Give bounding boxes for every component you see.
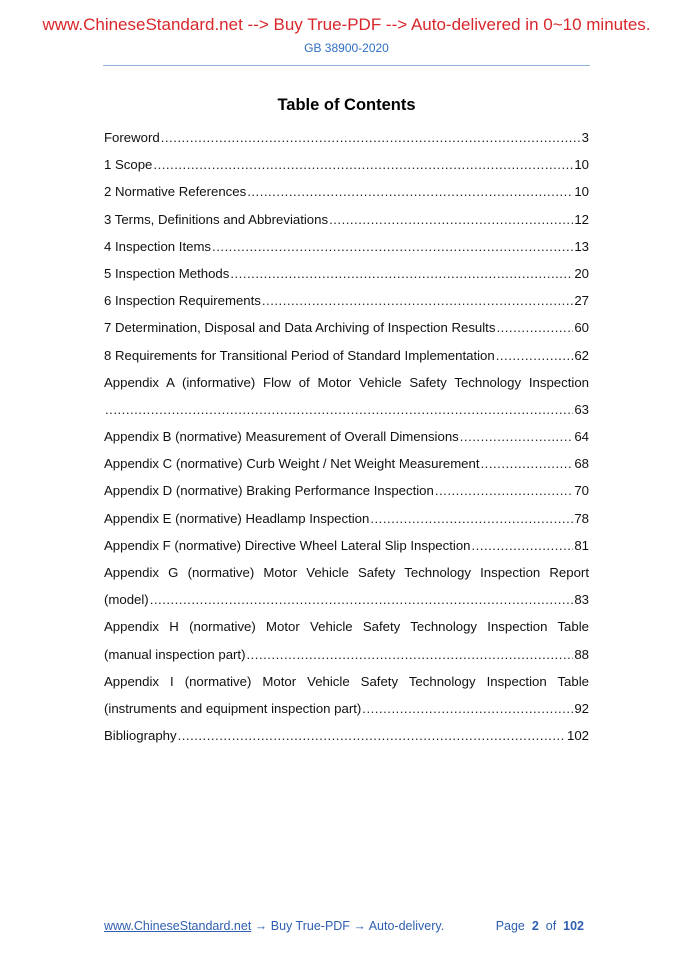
- toc-entry-page: 78: [574, 510, 589, 526]
- toc-entry[interactable]: [104, 345, 589, 372]
- toc-entry[interactable]: [104, 535, 589, 562]
- toc-entry-label: Foreword: [104, 130, 160, 145]
- toc-entry-label: Appendix G (normative) Motor Vehicle Safety Technology Inspection Report: [104, 565, 589, 580]
- toc-entry[interactable]: [104, 209, 589, 236]
- toc-entry-label: Appendix I (normative) Motor Vehicle Safety Technology Inspection Table: [104, 673, 589, 689]
- toc-entry-label: Appendix H (normative) Motor Vehicle Safety Technology Inspection Table: [104, 619, 589, 635]
- toc-leader-dots: [481, 454, 574, 474]
- toc-leader-dots: [153, 155, 573, 175]
- toc-entry[interactable]: [104, 671, 589, 698]
- toc-leader-dots: [178, 726, 566, 746]
- toc-entry-label: 6 Inspection Requirements: [104, 293, 261, 309]
- toc-entry[interactable]: [104, 372, 589, 399]
- toc-entry[interactable]: [104, 426, 589, 453]
- toc-entry-label: 1 Scope: [104, 157, 153, 173]
- page-indicator: [496, 918, 584, 934]
- toc-leader-dots: [262, 291, 573, 311]
- toc-entry-label: Appendix E (normative) Headlamp Inspection: [104, 510, 370, 526]
- toc-entry-page: 27: [574, 293, 589, 309]
- toc-leader-dots: [460, 427, 574, 447]
- toc-leader-dots: [246, 645, 573, 665]
- toc-entry-label: 8 Requirements for Transitional Period of Standard Implementation: [104, 347, 495, 363]
- page-word: Page: [495, 919, 525, 933]
- toc-entry-page: 60: [574, 320, 589, 336]
- toc-entry[interactable]: [104, 399, 589, 426]
- toc-leader-dots: [230, 264, 573, 284]
- toc-entry[interactable]: [104, 317, 589, 344]
- toc-entry-label: Appendix A (informative) Flow of Motor Vehicle Safety Technology Inspection: [104, 374, 589, 390]
- page-total: 102: [563, 919, 584, 933]
- toc-leader-dots: [362, 699, 573, 719]
- toc-entry[interactable]: [104, 616, 589, 643]
- toc-entry[interactable]: [104, 290, 589, 317]
- footer: [104, 918, 584, 934]
- toc-leader-dots: [150, 590, 574, 610]
- top-banner[interactable]: www.ChineseStandard.net --> Buy True-PDF --> Auto-delivered in 0~10 minutes.: [42, 15, 651, 34]
- toc-entry-label: 3 Terms, Definitions and Abbreviations: [104, 211, 329, 227]
- toc-entry-page: 10: [574, 157, 589, 173]
- toc-entry-page: 10: [574, 184, 589, 200]
- toc-entry[interactable]: [104, 698, 589, 725]
- toc-entry-label: Appendix C (normative) Curb Weight / Net Weight Measurement: [104, 456, 480, 472]
- doc-code: GB 38900-2020: [304, 41, 389, 55]
- toc-entry-label: Appendix D (normative) Braking Performance Inspection: [104, 483, 434, 499]
- toc-entry-page: 92: [574, 700, 589, 716]
- toc-entry-page: 102: [566, 728, 589, 744]
- toc-entry[interactable]: [104, 236, 589, 263]
- toc-leader-dots: [329, 210, 573, 230]
- toc-entry-label: (model): [104, 592, 149, 608]
- toc-leader-dots: [212, 237, 573, 257]
- toc-entry-page: 62: [574, 347, 589, 363]
- toc-entry[interactable]: [104, 589, 589, 616]
- toc-entry-label: Appendix B (normative) Measurement of Overall Dimensions: [104, 429, 459, 445]
- toc-entry-label: Appendix F (normative) Directive Wheel Lateral Slip Inspection: [104, 537, 471, 553]
- toc-entry-page: 12: [574, 211, 589, 227]
- toc-leader-dots: [471, 536, 573, 556]
- toc-entry-label: (manual inspection part): [104, 646, 246, 662]
- table-of-contents: [104, 127, 589, 752]
- toc-entry-page: 70: [574, 483, 589, 499]
- toc-leader-dots: [370, 509, 573, 529]
- toc-entry[interactable]: [104, 480, 589, 507]
- toc-entry-label: 5 Inspection Methods: [104, 265, 230, 281]
- toc-entry-page: 64: [574, 429, 589, 445]
- footer-purchase-text: → Buy True-PDF → Auto-delivery.: [251, 919, 445, 933]
- toc-entry[interactable]: [104, 127, 589, 154]
- toc-entry[interactable]: [104, 263, 589, 290]
- toc-entry-label: Bibliography: [104, 728, 177, 744]
- toc-leader-dots: [435, 481, 573, 501]
- page-of: of: [545, 919, 557, 933]
- toc-entry[interactable]: [104, 562, 589, 589]
- toc-entry-page: 3: [581, 130, 589, 145]
- toc-leader-dots: [496, 346, 574, 366]
- toc-entry-page: 88: [574, 646, 589, 662]
- toc-entry-page: 83: [574, 592, 589, 608]
- footer-site-link[interactable]: www.ChineseStandard.net: [104, 919, 252, 933]
- toc-entry-page: 68: [574, 456, 589, 472]
- toc-entry-label: 2 Normative References: [104, 184, 247, 200]
- header-divider: [103, 65, 590, 66]
- toc-entry-page: 81: [574, 537, 589, 553]
- toc-leader-dots: [496, 318, 573, 338]
- toc-entry[interactable]: [104, 154, 589, 181]
- toc-leader-dots: [105, 400, 573, 420]
- toc-entry[interactable]: [104, 644, 589, 671]
- toc-leader-dots: [247, 182, 573, 202]
- toc-title: Table of Contents: [277, 96, 416, 114]
- toc-entry-page: 20: [574, 265, 589, 281]
- toc-entry-label: (instruments and equipment inspection part): [104, 700, 362, 716]
- toc-entry[interactable]: [104, 453, 589, 480]
- toc-entry-label: 4 Inspection Items: [104, 238, 212, 254]
- toc-entry[interactable]: [104, 508, 589, 535]
- toc-leader-dots: [161, 128, 581, 148]
- page-current: 2: [531, 919, 539, 933]
- toc-entry-page: 13: [574, 238, 589, 254]
- toc-entry-page: 63: [574, 401, 589, 417]
- toc-entry[interactable]: [104, 725, 589, 752]
- toc-entry-label: 7 Determination, Disposal and Data Archiving of Inspection Results: [104, 320, 496, 336]
- toc-entry[interactable]: [104, 181, 589, 208]
